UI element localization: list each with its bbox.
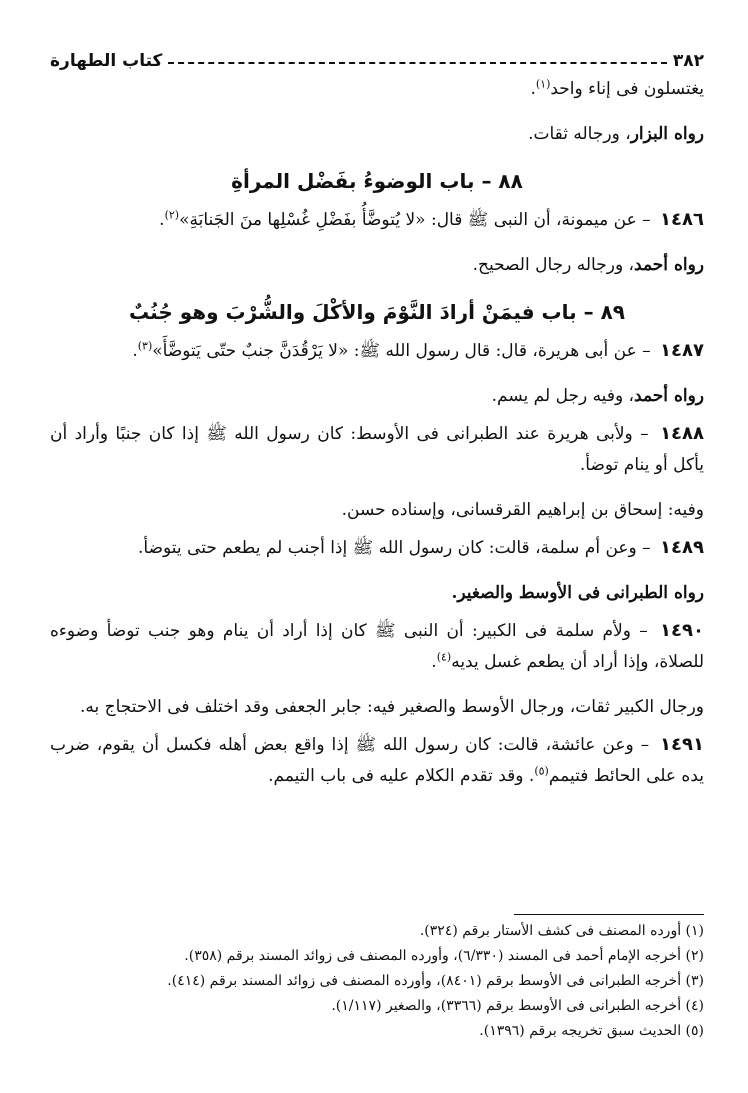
hadith-number: ١٤٨٧ bbox=[660, 340, 704, 361]
note-1488: وفيه: إسحاق بن إبراهيم القرقسانى، وإسناده حسن. bbox=[341, 500, 704, 520]
chapter-heading-89: ٨٩ – باب فيمَنْ أرادَ النَّوْمَ والأكْلَ والشُّرْبَ وهو جُنُبٌ bbox=[128, 300, 626, 324]
footnote-ref-1: (١) bbox=[535, 77, 551, 91]
hadith-number: ١٤٩٠ bbox=[660, 620, 704, 641]
footnote-ref-4: (٤) bbox=[436, 650, 452, 664]
hadith-1487: ١٤٨٧ – عن أبى هريرة، قال: قال رسول الله ﷺ: «لا يَرْقُدَنَّ جنبٌ حتّى يَتوضَّأَ»$^{(٣)}$. bbox=[132, 339, 704, 361]
running-head bbox=[50, 48, 704, 74]
footnotes bbox=[50, 914, 704, 1044]
hadith-1489: ١٤٨٩ – وعن أم سلمة، قالت: كان رسول الله ﷺ إذا أجنب لم يطعم حتى يتوضأ. bbox=[137, 537, 704, 558]
book-title: كتاب الطهارة bbox=[50, 51, 163, 71]
hadith-1490: ١٤٩٠ – ولأم سلمة فى الكبير: أن النبى ﷺ كان إذا أراد أن ينام وهو جنب توضأ وضوءه للصلاة، وإذا أراد أن يطعم غسل يديه$^{(٤)}$. bbox=[50, 620, 704, 672]
footnote-ref-5: (٥) bbox=[534, 764, 549, 778]
footnote-2: (٢) أخرجه الإمام أحمد فى المسند (٦/٣٣٠)، وأورده المصنف فى زوائد المسند برقم (٣٥٨). bbox=[184, 948, 704, 964]
chapter-heading-88: ٨٨ – باب الوضوءُ بفَضْل المرأةِ bbox=[231, 169, 523, 193]
hadith-number: ١٤٨٩ bbox=[660, 537, 704, 558]
footnote-5: (٥) الحديث سبق تخريجه برقم (١٣٩٦). bbox=[479, 1023, 704, 1039]
narration-tabarani: رواه الطبرانى فى الأوسط والصغير. bbox=[451, 583, 704, 603]
footnote-4: (٤) أخرجه الطبرانى فى الأوسط برقم (٣٣٦٦)، والصغير (١/١١٧). bbox=[331, 998, 704, 1014]
hadith-1491: ١٤٩١ – وعن عائشة، قالت: كان رسول الله ﷺ إذا واقع بعض أهله فكسل أن يقوم، ضرب يده على الحائط فتيمم$^{(٥)}$. وقد تقدم الكلام عليه فى باب التيمم. bbox=[50, 734, 704, 786]
page-number: ٣٨٢ bbox=[672, 51, 704, 71]
footnote-ref-3: (٣) bbox=[137, 339, 153, 353]
footnote-rule bbox=[514, 914, 704, 915]
continuation-text: يغتسلون فى إناء واحد$^{(١)}$. bbox=[530, 77, 704, 99]
narration-bazzar: رواه البزار، ورجاله ثقات. bbox=[528, 124, 704, 144]
narration-ahmad-1: رواه أحمد، ورجاله رجال الصحيح. bbox=[472, 255, 704, 275]
hadith-number: ١٤٩١ bbox=[660, 734, 704, 755]
footnote-3: (٣) أخرجه الطبرانى فى الأوسط برقم (٨٤٠١)، وأورده المصنف فى زوائد المسند برقم (٤١٤). bbox=[167, 973, 704, 989]
note-1490: ورجال الكبير ثقات، ورجال الأوسط والصغير فيه: جابر الجعفى وقد اختلف فى الاحتجاج به. bbox=[80, 697, 704, 717]
narration-ahmad-2: رواه أحمد، وفيه رجل لم يسم. bbox=[491, 386, 704, 406]
book-page bbox=[50, 48, 704, 1073]
hadith-1486: ١٤٨٦ – عن ميمونة، أن النبى ﷺ قال: «لا يُتوضَّأُ بفَضْلِ غُسْلِها منَ الجَنابَةِ»$^{(٢)}$. bbox=[159, 208, 704, 230]
footnote-ref-2: (٢) bbox=[164, 208, 180, 222]
hadith-1488: ١٤٨٨ – ولأبى هريرة عند الطبرانى فى الأوسط: كان رسول الله ﷺ إذا كان جنبًا وأراد أن يأكل أو ينام توضأ. bbox=[50, 423, 705, 475]
header-dash-rule bbox=[168, 62, 666, 64]
hadith-number: ١٤٨٨ bbox=[660, 423, 705, 444]
hadith-number: ١٤٨٦ bbox=[660, 209, 704, 230]
footnote-1: (١) أورده المصنف فى كشف الأستار برقم (٣٢٤). bbox=[419, 923, 704, 939]
